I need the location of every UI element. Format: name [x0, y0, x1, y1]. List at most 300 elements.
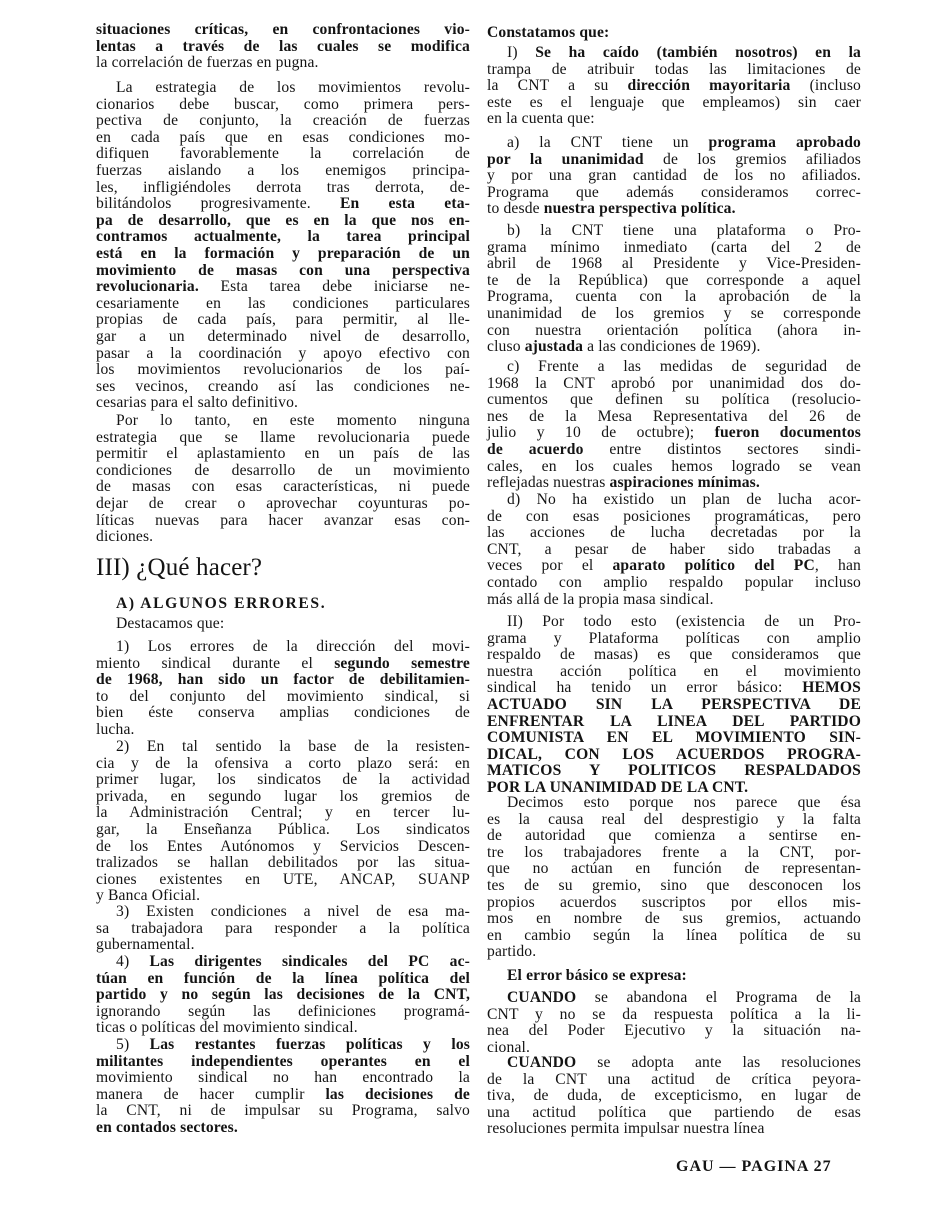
text-line [96, 146, 470, 163]
text: Decimos esto porque nos parece que ésa [507, 794, 861, 811]
text: cional. [487, 1038, 531, 1056]
text: to desde [487, 200, 544, 218]
text-line [487, 878, 861, 895]
paragraph [487, 223, 861, 356]
bold-text: contramos actualmente, la tarea principal [96, 228, 470, 246]
text-line [487, 1088, 861, 1105]
text: cumentos que definen su política (resolucio- [487, 391, 861, 409]
text-line [487, 812, 861, 829]
text-line [96, 805, 470, 822]
bold-text: de acuerdo [487, 440, 584, 458]
text-line [96, 596, 470, 613]
text: veces por el [487, 557, 613, 575]
text-line [96, 1087, 470, 1104]
text-line [487, 45, 861, 62]
paragraph [96, 22, 470, 72]
text: 1968 la CNT aprobó por unanimidad dos do- [487, 374, 861, 392]
text-line [487, 323, 861, 340]
text: b) la CNT tiene una plataforma o Pro- [507, 222, 861, 239]
text: julio y 10 de octubre); [487, 424, 715, 442]
text-line [96, 22, 470, 39]
subsection-heading [96, 596, 470, 613]
paragraph [96, 616, 470, 633]
text: sa trabajadora para responder a la política [96, 919, 470, 937]
bold-text: Constatamos que: [487, 24, 610, 41]
text: permitir el aplastamiento en un país de las [96, 445, 470, 463]
text-line [96, 689, 470, 706]
text-line [487, 631, 861, 648]
bold-text: movimiento de masas con una perspectiva [96, 261, 470, 279]
text-line [96, 263, 470, 280]
paragraph [487, 359, 861, 492]
text-line [96, 379, 470, 396]
text: contado con amplio respaldo popular incluso [487, 573, 861, 591]
text-line [96, 296, 470, 313]
bold-text: en contados sectores. [96, 1118, 238, 1136]
text: la CNT, ni de impulsar su Programa, salvo [96, 1102, 470, 1120]
paragraph [487, 45, 861, 128]
text: la correlación de fuerzas en pugna. [96, 54, 319, 72]
text-line [96, 1103, 470, 1120]
text: sindical ha tenido un error básico: [487, 679, 803, 697]
bold-text: segundo semestre [334, 654, 471, 672]
text-line [96, 855, 470, 872]
text: Esta tarea debe iniciarse ne- [198, 278, 470, 296]
bold-text: militantes independientes operantes en el [96, 1052, 470, 1070]
text-line [487, 1055, 861, 1072]
text: les, infligiéndoles derrota tras derrota, de- [96, 178, 470, 196]
text-line [487, 697, 861, 714]
text-line [96, 513, 470, 530]
text: ignorando según las definiciones programá- [96, 1002, 470, 1020]
text-line [96, 756, 470, 773]
text-line [487, 425, 861, 442]
text: pasar a la coordinación y apoyo efectivo con [96, 344, 470, 362]
text-line [487, 614, 861, 631]
text: CNT y no se da respuesta política a la li- [487, 1005, 861, 1023]
text-line [96, 1020, 470, 1037]
text: cesariamente en las condiciones particulares [96, 294, 470, 312]
text-line [487, 62, 861, 79]
text: este es el lenguaje que empleamos) sin caer [487, 93, 861, 111]
text: d) No ha existido un plan de lucha acor- [507, 491, 861, 508]
text-line [96, 656, 470, 673]
text-line [96, 346, 470, 363]
text-line [96, 822, 470, 839]
text: una actitud política que partiendo de esas [487, 1103, 861, 1121]
text-line [96, 446, 470, 463]
text: lucha. [96, 720, 135, 738]
text: y Banca Oficial. [96, 887, 201, 905]
bold-text: de 1968, han sido un factor de debilitamien- [96, 671, 470, 689]
text: Programa que además consideramos correc- [487, 183, 861, 201]
text-line [96, 921, 470, 938]
text-line [487, 575, 861, 592]
text-line [96, 971, 470, 988]
text: propios acuerdos suscriptos por ellos mis- [487, 893, 861, 911]
text-line [96, 987, 470, 1004]
text-line [487, 1023, 861, 1040]
text-line [487, 990, 861, 1007]
text: las acciones de lucha decretadas por la [487, 524, 861, 542]
paragraph [96, 739, 470, 905]
text-line [487, 509, 861, 526]
text: Programa, cuenta con la aprobación de la [487, 288, 861, 306]
text-line [96, 789, 470, 806]
text: 3) Existen condiciones a nivel de esa ma- [116, 903, 470, 920]
paragraph [96, 954, 470, 1037]
text: con nuestra orientación política (ahora in- [487, 321, 861, 339]
text-line [487, 256, 861, 273]
text: trampa de atribuir todas las limitaciones de [487, 60, 861, 78]
page-footer: GAU — PAGINA 27 [676, 1158, 832, 1175]
text: que no actúan en función de representan- [487, 860, 861, 878]
text: (incluso [790, 77, 862, 95]
bold-text: situaciones críticas, en confrontaciones vio- [96, 21, 470, 38]
text: primer lugar, los sindicatos de la actividad [96, 771, 470, 789]
text: resoluciones permita impulsar nuestra línea [487, 1120, 765, 1138]
bold-text: programa aprobado [708, 134, 861, 151]
text: privada, en segundo lugar los gremios de [96, 787, 470, 805]
text-line [96, 413, 470, 430]
bold-text: En esta eta- [340, 195, 470, 213]
text: de autoridad que comienza a sentirse en- [487, 827, 861, 845]
text-line [487, 861, 861, 878]
text: cales, en los cuales hemos logrado se vean [487, 457, 861, 475]
text: te de la República) que corresponde a aquel [487, 271, 861, 289]
text-line [96, 279, 470, 296]
text: reflejadas nuestras [487, 474, 610, 492]
text-line [96, 739, 470, 756]
text: ses vecinos, creando así las condiciones ne- [96, 377, 470, 395]
text: pectiva de conjunto, la creación de fuerzas [96, 112, 470, 130]
text-line [487, 111, 861, 128]
bold-text: COMUNISTA EN EL MOVIMIENTO SIN- [487, 729, 861, 747]
text: gar, la Enseñanza Pública. Los sindicatos [96, 820, 470, 838]
text-line [96, 97, 470, 114]
text-line [96, 904, 470, 921]
bold-text: lentas a través de las cuales se modifica [96, 37, 470, 55]
text: líticas nuevas para hacer avanzar esas con- [96, 511, 470, 529]
text: 2) En tal sentido la base de la resisten- [116, 738, 470, 755]
paragraph [487, 492, 861, 608]
text-line [96, 772, 470, 789]
text: partido. [487, 943, 537, 961]
paragraph [487, 614, 861, 797]
bold-text: aspiraciones mínimas. [609, 474, 760, 492]
text: a las condiciones de 1969). [583, 338, 761, 356]
text-line [96, 954, 470, 971]
bold-text: túan en función de la línea política del [96, 969, 470, 987]
text: fuerzas aislando a los enemigos principa- [96, 161, 470, 179]
text: grama y Plataforma políticas con amplio [487, 629, 861, 647]
text: A) ALGUNOS ERRORES. [116, 595, 327, 612]
text-line [487, 558, 861, 575]
paragraph [96, 413, 470, 546]
text: cluso [487, 338, 525, 356]
text: abril de 1968 al Presidente y Vice-Presiden- [487, 255, 861, 273]
paragraph [487, 990, 861, 1056]
text-line [96, 39, 470, 56]
text: de los Entes Autónomos y Servicios Descen- [96, 837, 470, 855]
paragraph [487, 795, 861, 961]
text-line [487, 730, 861, 747]
text: a) la CNT tiene un [507, 134, 709, 151]
text-line [487, 442, 861, 459]
text: tralizados se hallan debilitados por las situa- [96, 854, 470, 872]
text-line [96, 705, 470, 722]
bold-text: por la unanimidad [487, 150, 644, 168]
bold-text: Se ha caído (también nosotros) en la [535, 44, 861, 61]
text: 5) [116, 1036, 150, 1053]
text-line [487, 492, 861, 509]
text: se adopta ante las resoluciones [576, 1054, 861, 1071]
text-line [487, 845, 861, 862]
text-line [487, 1121, 861, 1138]
text-line [487, 168, 861, 185]
text-line [96, 1004, 470, 1021]
text-line [96, 213, 470, 230]
paragraph [487, 25, 861, 42]
text: tes de su gremio, sino que desconocen los [487, 876, 861, 894]
text-line [96, 496, 470, 513]
text: manera de hacer cumplir [96, 1085, 326, 1103]
paragraph [487, 1055, 861, 1138]
text: los movimientos revolucionarios de los paí- [96, 361, 470, 379]
text-line [96, 395, 470, 412]
text-line [487, 392, 861, 409]
text: dejar de crear o aprovechar coyunturas po- [96, 494, 470, 512]
text: CNT, a pesar de haber sido trabadas a [487, 540, 861, 558]
text-line [96, 246, 470, 263]
paragraph [96, 1037, 470, 1137]
paragraph [96, 904, 470, 954]
section-heading [96, 553, 470, 583]
text: la CNT a su [487, 77, 628, 95]
text-line [96, 430, 470, 447]
text: de masas con esas características, ni puede [96, 478, 470, 496]
text-line [487, 828, 861, 845]
bold-text: fueron documentos [714, 424, 861, 442]
text-line [487, 525, 861, 542]
text: Destacamos que: [116, 615, 225, 632]
text: cionarios debe buscar, como primera pers- [96, 95, 470, 113]
text-line [96, 937, 470, 954]
text: de con esas posiciones programáticas, pero [487, 507, 861, 525]
text-line [487, 306, 861, 323]
text: de los gremios afiliados [643, 150, 861, 168]
text-line [96, 312, 470, 329]
text-line [487, 201, 861, 218]
text: es la causa real del desprestigio y la falta [487, 810, 861, 828]
bold-text: CUANDO [507, 989, 577, 1006]
text: ciones existentes en UTE, ANCAP, SUANP [96, 870, 470, 888]
text-line [96, 229, 470, 246]
text: , han [814, 557, 861, 575]
text-line [96, 479, 470, 496]
text: unanimidad de los gremios y se corresponde [487, 304, 861, 322]
text-line [487, 25, 861, 42]
text-line [96, 163, 470, 180]
text-line [96, 1070, 470, 1087]
bold-text: HEMOS [802, 679, 861, 697]
text-line [487, 664, 861, 681]
text-line [96, 1054, 470, 1071]
text: en cambio según la línea política de su [487, 926, 861, 944]
text-line [487, 339, 861, 356]
text: entre distintos sectores sindi- [583, 440, 861, 458]
text-line [487, 185, 861, 202]
text: bilitándolos progresivamente. [96, 195, 340, 213]
text-line [487, 747, 861, 764]
text-line [487, 459, 861, 476]
bold-text: aparato político del PC [612, 557, 815, 575]
text-line [487, 152, 861, 169]
text: bien éste conserva amplias condiciones de [96, 704, 470, 722]
text: diciones. [96, 528, 154, 546]
text: nea del Poder Ejecutivo y la situación na- [487, 1022, 861, 1040]
paragraph [487, 968, 861, 985]
text: tre los trabajadores frente a la CNT, por- [487, 843, 861, 861]
text-line [487, 1072, 861, 1089]
text-line [96, 722, 470, 739]
text: nes de la Mesa Representativa del 26 de [487, 407, 861, 425]
text: difiquen favorablemente la correlación de [96, 145, 470, 163]
text-line [96, 1120, 470, 1137]
text: y por una gran cantidad de los no afiliados. [487, 167, 861, 185]
text-line [487, 1007, 861, 1024]
text: nuestra acción política en el movimiento [487, 662, 861, 680]
text: gar a un determinado nivel de desarrollo, [96, 327, 470, 345]
text: tiva, de duda, de excepticismo, en lugar de [487, 1087, 861, 1105]
bold-text: ENFRENTAR LA LINEA DEL PARTIDO [487, 712, 861, 730]
text: en cada país que en esas condiciones mo- [96, 128, 470, 146]
bold-text: partido y no según las decisiones de la CNT, [96, 986, 470, 1004]
text: I) [507, 44, 536, 61]
text: grama mínimo inmediato (carta del 2 de [487, 238, 861, 256]
bold-text: las decisiones de [325, 1085, 470, 1103]
text-line [487, 1105, 861, 1122]
text-line [487, 911, 861, 928]
text-line [96, 839, 470, 856]
text-line [487, 289, 861, 306]
text-line [96, 113, 470, 130]
text-line [487, 475, 861, 492]
text-line [487, 895, 861, 912]
text: 1) Los errores de la dirección del movi- [116, 638, 470, 655]
text-line [96, 872, 470, 889]
text: estrategia que se llame revolucionaria puede [96, 428, 470, 446]
text-line [487, 359, 861, 376]
text: to del conjunto del movimiento sindical, si [96, 687, 470, 705]
text: condiciones de desarrollo de un movimiento [96, 461, 470, 479]
text-line [96, 1037, 470, 1054]
paragraph [96, 80, 470, 412]
text: en la cuenta que: [487, 110, 595, 128]
text-line [96, 180, 470, 197]
text: 4) [116, 953, 150, 970]
bold-text: pa de desarrollo, que es en la que nos en- [96, 211, 470, 229]
bold-text: está en la formación y preparación de un [96, 244, 470, 262]
bold-text: POR LA UNANIMIDAD DE LA CNT. [487, 778, 749, 796]
text-line [487, 763, 861, 780]
text-line [96, 639, 470, 656]
bold-text: El error básico se expresa: [507, 967, 687, 984]
text: miento sindical durante el [96, 654, 335, 672]
text-line [487, 680, 861, 697]
text: propias de cada país, para permitir, al lle- [96, 311, 470, 329]
text: gubernamental. [96, 936, 195, 954]
text-line [487, 376, 861, 393]
text-line [487, 240, 861, 257]
text: Por lo tanto, en este momento ninguna [116, 412, 470, 429]
text-line [487, 78, 861, 95]
text-line [96, 80, 470, 97]
text: más allá de la propia masa sindical. [487, 590, 714, 608]
bold-text: ACTUADO SIN LA PERSPECTIVA DE [487, 695, 861, 713]
text-line [487, 714, 861, 731]
text-line [487, 542, 861, 559]
text: La estrategia de los movimientos revolu- [116, 79, 470, 96]
text-line [96, 672, 470, 689]
text-line [96, 529, 470, 546]
text: de la CNT una actitud de crítica peyora- [487, 1070, 861, 1088]
text: ticas o políticas del movimiento sindical. [96, 1019, 358, 1037]
text-line [487, 409, 861, 426]
text-line [487, 795, 861, 812]
text: cia y de la ofensiva a corto plazo será: en [96, 754, 470, 772]
text-line [487, 135, 861, 152]
text-line [487, 968, 861, 985]
text-line [487, 95, 861, 112]
text-line [96, 616, 470, 633]
text-line [96, 196, 470, 213]
bold-text: MATICOS Y POLITICOS RESPALDADOS [487, 762, 861, 780]
paragraph [96, 639, 470, 739]
text-line [96, 130, 470, 147]
text-line [96, 329, 470, 346]
text: cesarias para el salto definitivo. [96, 394, 299, 412]
text-line [96, 463, 470, 480]
text-line [487, 928, 861, 945]
text-line [487, 944, 861, 961]
text-line [487, 223, 861, 240]
text: la Administración Central; y en tercer lu- [96, 804, 470, 822]
bold-text: Las dirigentes sindicales del PC ac- [149, 953, 471, 970]
text: respaldo de masas) es que consideramos que [487, 646, 861, 664]
text-line [96, 553, 470, 583]
text: movimiento sindical no han encontrado la [96, 1069, 470, 1087]
bold-text: Las restantes fuerzas políticas y los [149, 1036, 471, 1053]
bold-text: CUANDO [507, 1054, 577, 1071]
bold-text: nuestra perspectiva política. [543, 200, 736, 218]
paragraph [487, 135, 861, 218]
text: II) Por todo esto (existencia de un Pro- [507, 613, 861, 630]
text-line [487, 273, 861, 290]
text: mos en nombre de sus gremios, actuando [487, 910, 861, 928]
text-line [96, 362, 470, 379]
text: se abandona el Programa de la [576, 989, 861, 1006]
text-line [487, 647, 861, 664]
text: III) ¿Qué hacer? [96, 554, 263, 581]
bold-text: DICAL, CON LOS ACUERDOS PROGRA- [487, 745, 861, 763]
text-line [96, 55, 470, 72]
text-line [487, 592, 861, 609]
bold-text: dirección mayoritaria [627, 77, 791, 95]
bold-text: revolucionaria. [96, 278, 199, 296]
text: c) Frente a las medidas de seguridad de [507, 358, 861, 375]
bold-text: ajustada [524, 338, 584, 356]
